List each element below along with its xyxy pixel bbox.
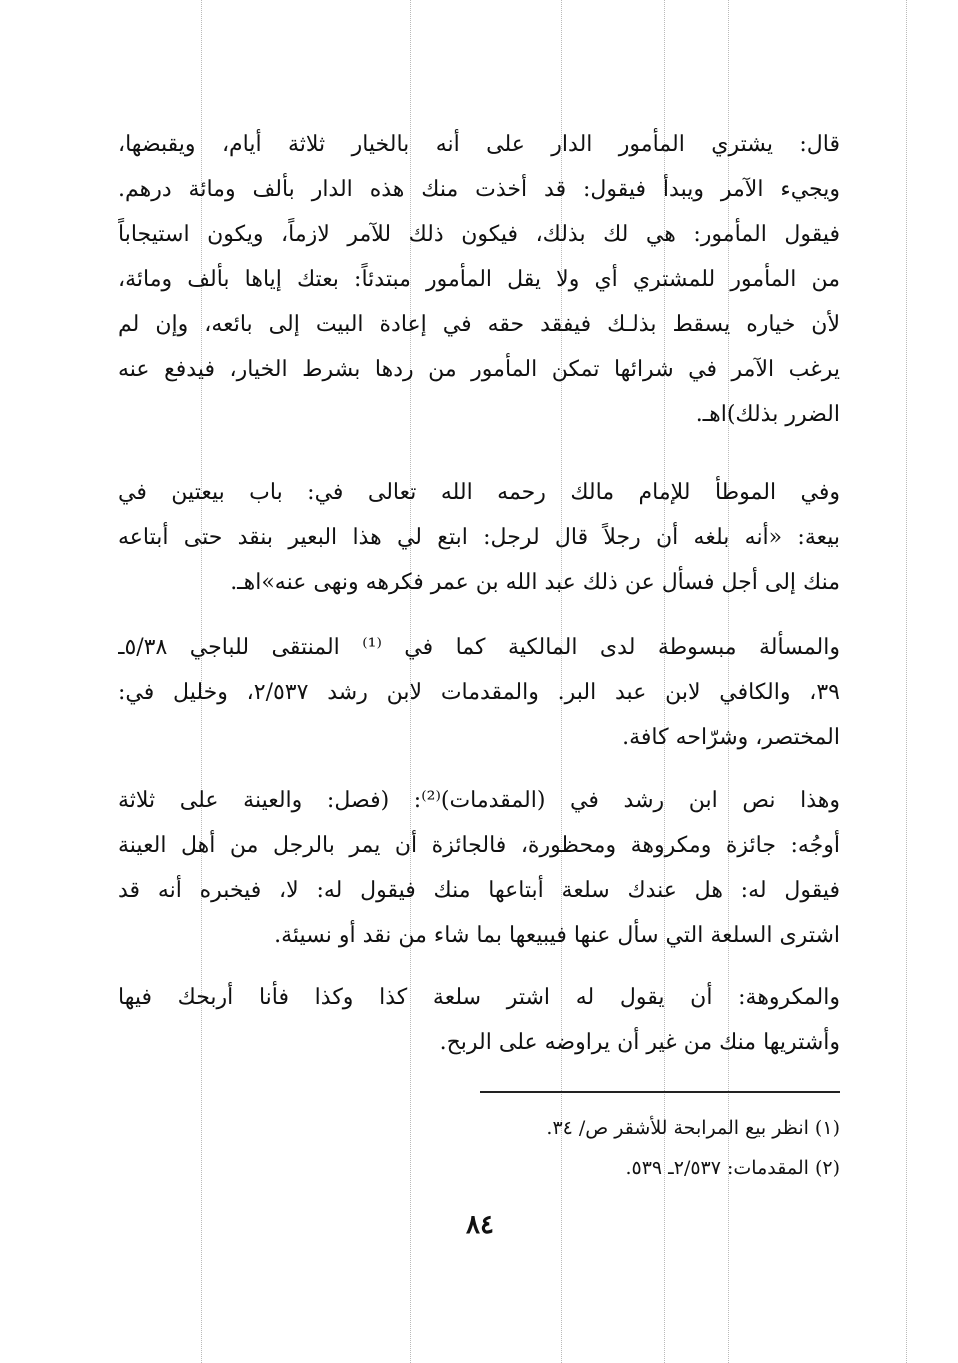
text-line: الضرر بذلك)اهـ. [695,402,840,427]
text-line: بيعة: «أنه بلغه أن رجلاً قال لرجل: ابتع لي هذا البعير بنقد حتى أبتاعه [118,525,840,550]
page-number: ٨٤ [466,1210,494,1240]
text-line: قال: يشتري المأمور الدار على أنه بالخيار ثلاثة أيام، ويقبضها، [118,132,840,157]
text-line: وفي الموطأ للإمام مالك رحمه الله تعالى في: باب بيعتين في [118,480,840,505]
text-line: ويجيء الآمر ويبدأ فيقول: قد أخذت منك هذه الدار بألف ومائة درهم. [118,177,840,202]
footnotes [380,0,840,1363]
text-line: يرغب الآمر في شرائها تمكن المأمور من ردها بشرط الخيار، فيدفع عنه [118,357,840,382]
footnote-2: (٢) المقدمات: ٢/٥٣٧ـ ٥٣٩. [625,1157,840,1179]
text-line: منك إلى أجل فسأل عن ذلك عبد الله بن عمر فكرهه ونهى عنه»اهـ. [230,570,840,595]
text-line: والمكروهة: أن يقول له اشتر سلعة كذا وكذا فأنا أربحك فيها [118,985,840,1010]
text-line: من المأمور للمشتري أي ولا يقل المأمور مبتدئاً: بعتك إياها بألف ومائة، [118,267,840,292]
text-line: فيقول المأمور: هي لك بذلك، فيكون ذلك للآمر لازماً، ويكون استيجاباً [118,222,840,247]
text-line: فيقول له: هل عندك سلعة أبتاعها منك فيقول له: لا، فيخبره أنه قد [118,878,840,903]
text-line: لأن خياره يسقط بذلـك فيفقد حقه في إعادة البيت إلى بائعه، وإن لم [118,312,840,337]
text-line: المختصر، وشرّاحه كافة. [622,725,840,750]
scan-dotted-line [906,0,907,1363]
text-line: ٣٩، والكافي لابن عبد البر. والمقدمات لابن رشد ٢/٥٣٧، وخليل في: [118,680,840,705]
text-line: اشترى السلعة التي سأل عنها فيبيعها بما شاء من نقد أو نسيئة. [274,923,840,948]
text-line: وأشتريها منك من غير أن يراوضه على الربح. [439,1030,840,1055]
text-line: أوجُه: جائزة ومكروهة ومحظورة، فالجائزة أن يمر بالرجل من أهل العينة [118,833,840,858]
text-line: والمسألة مبسوطة لدى المالكية كما في ⁽¹⁾ المنتقى للباجي ٥/٣٨ـ [118,635,840,660]
footnote-1: (١) انظر بيع المرابحة للأشقر ص/ ٣٤. [546,1117,840,1139]
text-line: وهذا نص ابن رشد في (المقدمات)⁽²⁾: (فصل: والعينة على ثلاثة [118,788,840,813]
